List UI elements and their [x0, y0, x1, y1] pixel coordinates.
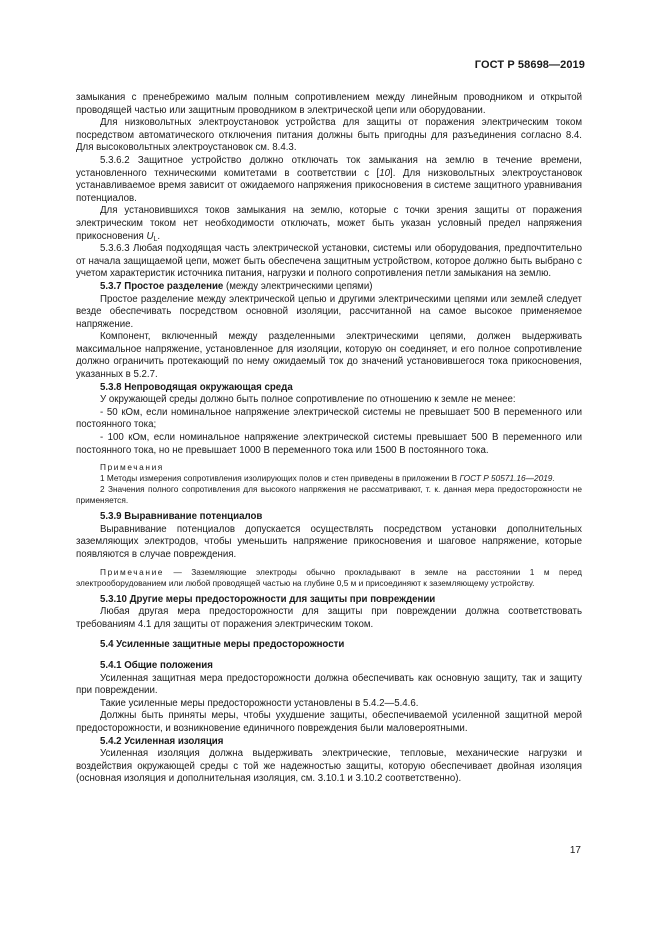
section-heading-5-3-9: 5.3.9 Выравнивание потенциалов [100, 511, 263, 523]
section-heading-5-4: 5.4 Усиленные защитные меры предосторожности [100, 639, 345, 651]
heading-suffix: (между электрическими цепями) [223, 280, 373, 292]
paragraph: Любая другая мера предосторожности для защиты при повреждении должна соответствовать требованиям 4.1 для защиты от поражения электрическим током. [76, 606, 582, 630]
paragraph: У окружающей среды должно быть полное сопротивление по отношению к земле не менее: [100, 394, 516, 406]
note-1 [76, 473, 582, 484]
paragraph-text: 5.3.6.2 Защитное устройство должно отключать ток замыкания на землю в течение времени, установленного техническими комитетами в соответствии с [ [76, 154, 582, 179]
paragraph: Усиленная изоляция должна выдерживать электрические, тепловые, механические нагрузки и воздействия окружающей среды с той же надежностью защиты, которую обеспечивает двойная изоляция (основная изоляция и дополнительная изоляция, см. 3.10.1 и 3.10.2 соответственно). [76, 748, 582, 785]
paragraph: Такие усиленные меры предосторожности установлены в 5.4.2—5.4.6. [100, 697, 419, 709]
notes-label: Примечания [100, 462, 164, 473]
note-text: . [552, 473, 555, 484]
paragraph: Для низковольтных электроустановок устройства для защиты от поражения электрическим током посредством автоматического отключения питания должны быть пригодны для разъединения согласно 8.4. Для высоковольтных электроустановок см. 8.4.3. [76, 117, 582, 154]
section-heading-5-3-7 [76, 281, 582, 294]
reference-link[interactable]: ГОСТ Р 50571.16—2019 [459, 473, 553, 484]
spacer [76, 631, 582, 639]
paragraph-5-3-6-3: 5.3.6.3 Любая подходящая часть электрической установки, системы или оборудования, предпочтительно от начала защищаемой цепи, может быть обеспечена защитным устройством, которое должно быть выбрано с учетом характеристик источника питания, нагрузки и полного сопротивления петли замыкания на землю. [76, 243, 582, 280]
paragraph: замыкания с пренебрежимо малым полным сопротивлением между линейным проводником и открытой проводящей частью или защитным проводником в электрической цепи или оборудовании. [76, 92, 582, 116]
note-2: 2 Значения полного сопротивления для высокого напряжения не рассматривают, т. к. данная мера предосторожности не применяется. [76, 484, 582, 506]
paragraph-text: ]. Для низковольтных электроустановок устанавливаемое время зависит от ожидаемого напряжения прикосновения в системе защитного уравнивания потенциалов. [76, 167, 582, 204]
note-text: 1 Методы измерения сопротивления изолирующих полов и стен приведены в приложении В [100, 473, 460, 484]
paragraph: Должны быть приняты меры, чтобы ухудшение защиты, обеспечиваемой усиленной защитной мерой предосторожности, и возникновение единичного повреждения были маловероятными. [76, 710, 582, 734]
note-label: Примечание [100, 566, 165, 577]
symbol-subscript: L [153, 235, 158, 243]
standard-header: ГОСТ Р 58698—2019 [474, 59, 585, 71]
document-body [76, 92, 582, 786]
page-number: 17 [569, 845, 581, 856]
paragraph: Усиленная защитная мера предосторожности должна обеспечивать как основную защиту, так и защиту при повреждении. [76, 672, 582, 697]
note-3 [76, 567, 582, 589]
paragraph-text: . [157, 230, 161, 242]
paragraph: Простое разделение между электрической цепью и другими электрическими цепями или землей следует везде обеспечивать посредством основной изоляции, рассчитанной на самое высокое применяемое напряжение. [76, 293, 582, 330]
section-heading-5-4-2: 5.4.2 Усиленная изоляция [100, 735, 224, 747]
paragraph [76, 205, 582, 243]
section-heading-5-3-8: 5.3.8 Непроводящая окружающая среда [100, 381, 293, 393]
note-text: — Заземляющие электроды обычно прокладывают в земле на расстоянии 1 м перед электрооборудованием или любой проводящей частью на глубине 0,5 м и присоединяют к заземляющему устройству. [76, 566, 582, 588]
list-item: - 100 кОм, если номинальное напряжение электрической системы превышает 500 В переменного или постоянного тока, но не превышает 1000 В переменного тока или 1500 В постоянного тока. [76, 432, 582, 456]
heading-text: 5.3.7 Простое разделение [100, 280, 224, 292]
paragraph: Выравнивание потенциалов допускается осуществлять посредством установки дополнительных заземляющих электродов, чтобы уменьшить напряжение прикосновения и шаговое напряжение, которые появляются в случае повреждения. [76, 523, 582, 560]
paragraph-5-3-6-2 [76, 155, 582, 205]
reference-link[interactable]: 10 [379, 167, 391, 179]
paragraph: Компонент, включенный между разделенными электрическими цепями, должен выдерживать максимальное напряжение, установленное для изоляции, которую он соединяет, и его полное сопротивление должно ограничить протекающий по нему ожидаемый ток до значений установившегося тока прикосновения, указанных в 5.2.7. [76, 331, 582, 381]
spacer [76, 652, 582, 660]
section-heading-5-3-10: 5.3.10 Другие меры предосторожности для защиты при повреждении [100, 593, 436, 605]
symbol-u: U [146, 230, 154, 242]
paragraph-text: Для установившихся токов замыкания на землю, которые с точки зрения защиты от поражения электрическим током нет необходимости отключать, может быть указан условный предел напряжения прикосновения [76, 205, 582, 242]
section-heading-5-4-1: 5.4.1 Общие положения [100, 659, 213, 671]
list-item: - 50 кОм, если номинальное напряжение электрической системы не превышает 500 В переменного или постоянного тока; [76, 406, 582, 431]
